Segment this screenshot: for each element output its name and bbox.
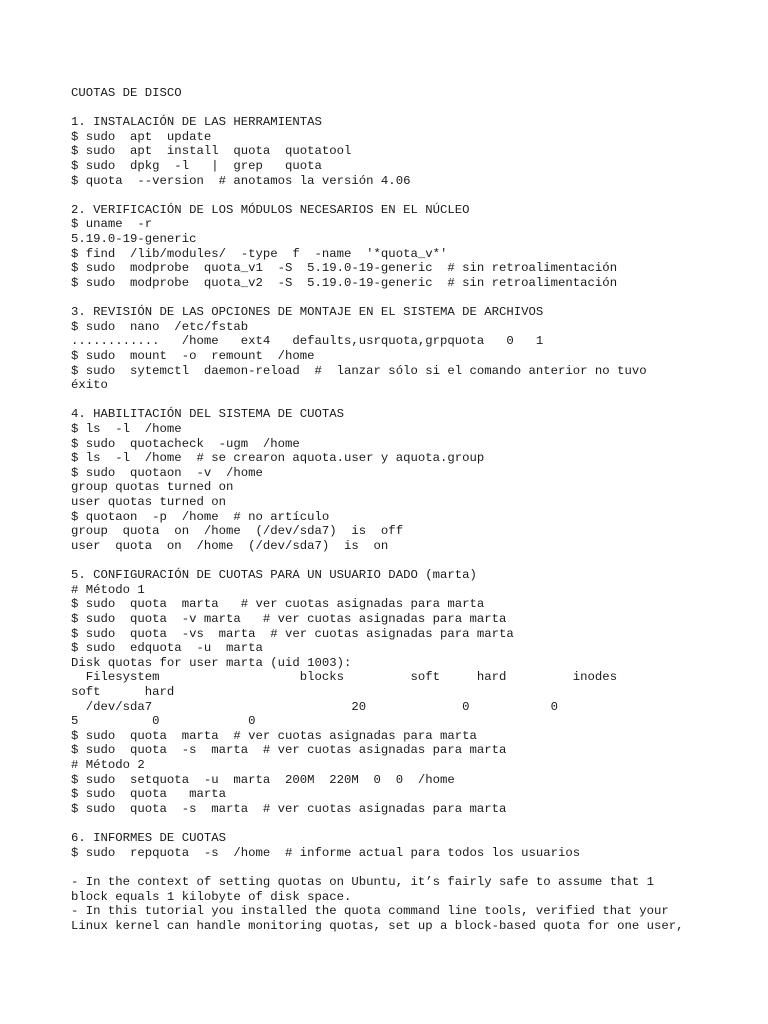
text-line: $ sudo repquota -s /home # informe actual para todos los usuarios	[71, 845, 581, 860]
text-line: $ sudo edquota -u marta	[71, 641, 263, 656]
text-line: $ sudo setquota -u marta 200M 220M 0 0 /home	[71, 772, 455, 787]
text-line: Disk quotas for user marta (uid 1003):	[71, 655, 352, 670]
text-line: $ sudo dpkg -l | grep quota	[71, 159, 322, 174]
document-body	[71, 86, 751, 933]
text-line: $ find /lib/modules/ -type f -name '*quota_v*'	[71, 246, 448, 261]
text-line: $ ls -l /home # se crearon aquota.user y aquota.group	[71, 451, 485, 466]
text-line: 6. INFORMES DE CUOTAS	[71, 831, 226, 846]
text-line: /dev/sda7 20 0 0	[71, 699, 559, 714]
text-line: $ sudo quota -s marta # ver cuotas asignadas para marta	[71, 801, 507, 816]
text-line	[71, 291, 751, 306]
text-line	[71, 393, 751, 408]
text-line: $ sudo quota -s marta # ver cuotas asignadas para marta	[71, 743, 507, 758]
text-line: $ sudo apt install quota quotatool	[71, 144, 352, 159]
text-line: $ sudo quota -v marta # ver cuotas asignadas para marta	[71, 611, 507, 626]
text-line: Linux kernel can handle monitoring quotas, set up a block-based quota for one user,	[71, 918, 684, 933]
text-line: $ sudo quota marta # ver cuotas asignadas para marta	[71, 597, 485, 612]
text-line: 3. REVISIÓN DE LAS OPCIONES DE MONTAJE EN EL SISTEMA DE ARCHIVOS	[71, 305, 544, 320]
text-line: $ sudo nano /etc/fstab	[71, 319, 249, 334]
text-line: $ sudo quota marta # ver cuotas asignadas para marta	[71, 728, 477, 743]
text-line: - In the context of setting quotas on Ubuntu, it’s fairly safe to assume that 1	[71, 874, 654, 889]
text-line: 4. HABILITACIÓN DEL SISTEMA DE CUOTAS	[71, 407, 345, 422]
text-line: user quota on /home (/dev/sda7) is on	[71, 538, 389, 553]
text-line: user quotas turned on	[71, 495, 226, 510]
text-line: - In this tutorial you installed the quota command line tools, verified that your	[71, 904, 669, 919]
text-line: 2. VERIFICACIÓN DE LOS MÓDULOS NECESARIOS EN EL NÚCLEO	[71, 202, 470, 217]
text-line: $ sudo quotacheck -ugm /home	[71, 436, 300, 451]
text-line: $ uname -r	[71, 217, 153, 232]
text-line: 1. INSTALACIÓN DE LAS HERRAMIENTAS	[71, 115, 322, 130]
text-line: $ sudo mount -o remount /home	[71, 348, 315, 363]
text-line	[71, 101, 751, 116]
text-line: $ quota --version # anotamos la versión 4.06	[71, 173, 411, 188]
text-line: CUOTAS DE DISCO	[71, 86, 182, 100]
text-line: $ quotaon -p /home # no artículo	[71, 509, 330, 524]
text-line: $ sudo quota marta	[71, 787, 226, 802]
text-line: group quota on /home (/dev/sda7) is off	[71, 524, 404, 539]
text-line	[71, 860, 751, 875]
text-line: 5 0 0	[71, 714, 256, 729]
text-line: block equals 1 kilobyte of disk space.	[71, 889, 352, 904]
text-line: $ sudo sytemctl daemon-reload # lanzar sólo si el comando anterior no tuvo	[71, 363, 647, 378]
text-line: $ sudo apt update	[71, 129, 212, 144]
text-line: $ sudo quota -vs marta # ver cuotas asignadas para marta	[71, 626, 514, 641]
text-line: $ sudo quotaon -v /home	[71, 465, 263, 480]
text-line: $ sudo modprobe quota_v2 -S 5.19.0-19-generic # sin retroalimentación	[71, 275, 618, 290]
text-line: éxito	[71, 378, 108, 393]
text-line: $ sudo modprobe quota_v1 -S 5.19.0-19-generic # sin retroalimentación	[71, 261, 618, 276]
text-line	[71, 554, 751, 569]
text-line: 5. CONFIGURACIÓN DE CUOTAS PARA UN USUARIO DADO (marta)	[71, 568, 477, 583]
text-line: # Método 1	[71, 582, 145, 597]
text-line: soft hard	[71, 684, 175, 699]
text-line	[71, 816, 751, 831]
text-line: 5.19.0-19-generic	[71, 232, 197, 247]
text-line: # Método 2	[71, 758, 145, 773]
text-line: $ ls -l /home	[71, 422, 182, 437]
text-line	[71, 188, 751, 203]
text-line: Filesystem blocks soft hard inodes	[71, 670, 618, 685]
text-line: ............ /home ext4 defaults,usrquota,grpquota 0 1	[71, 334, 544, 349]
text-line: group quotas turned on	[71, 480, 234, 495]
